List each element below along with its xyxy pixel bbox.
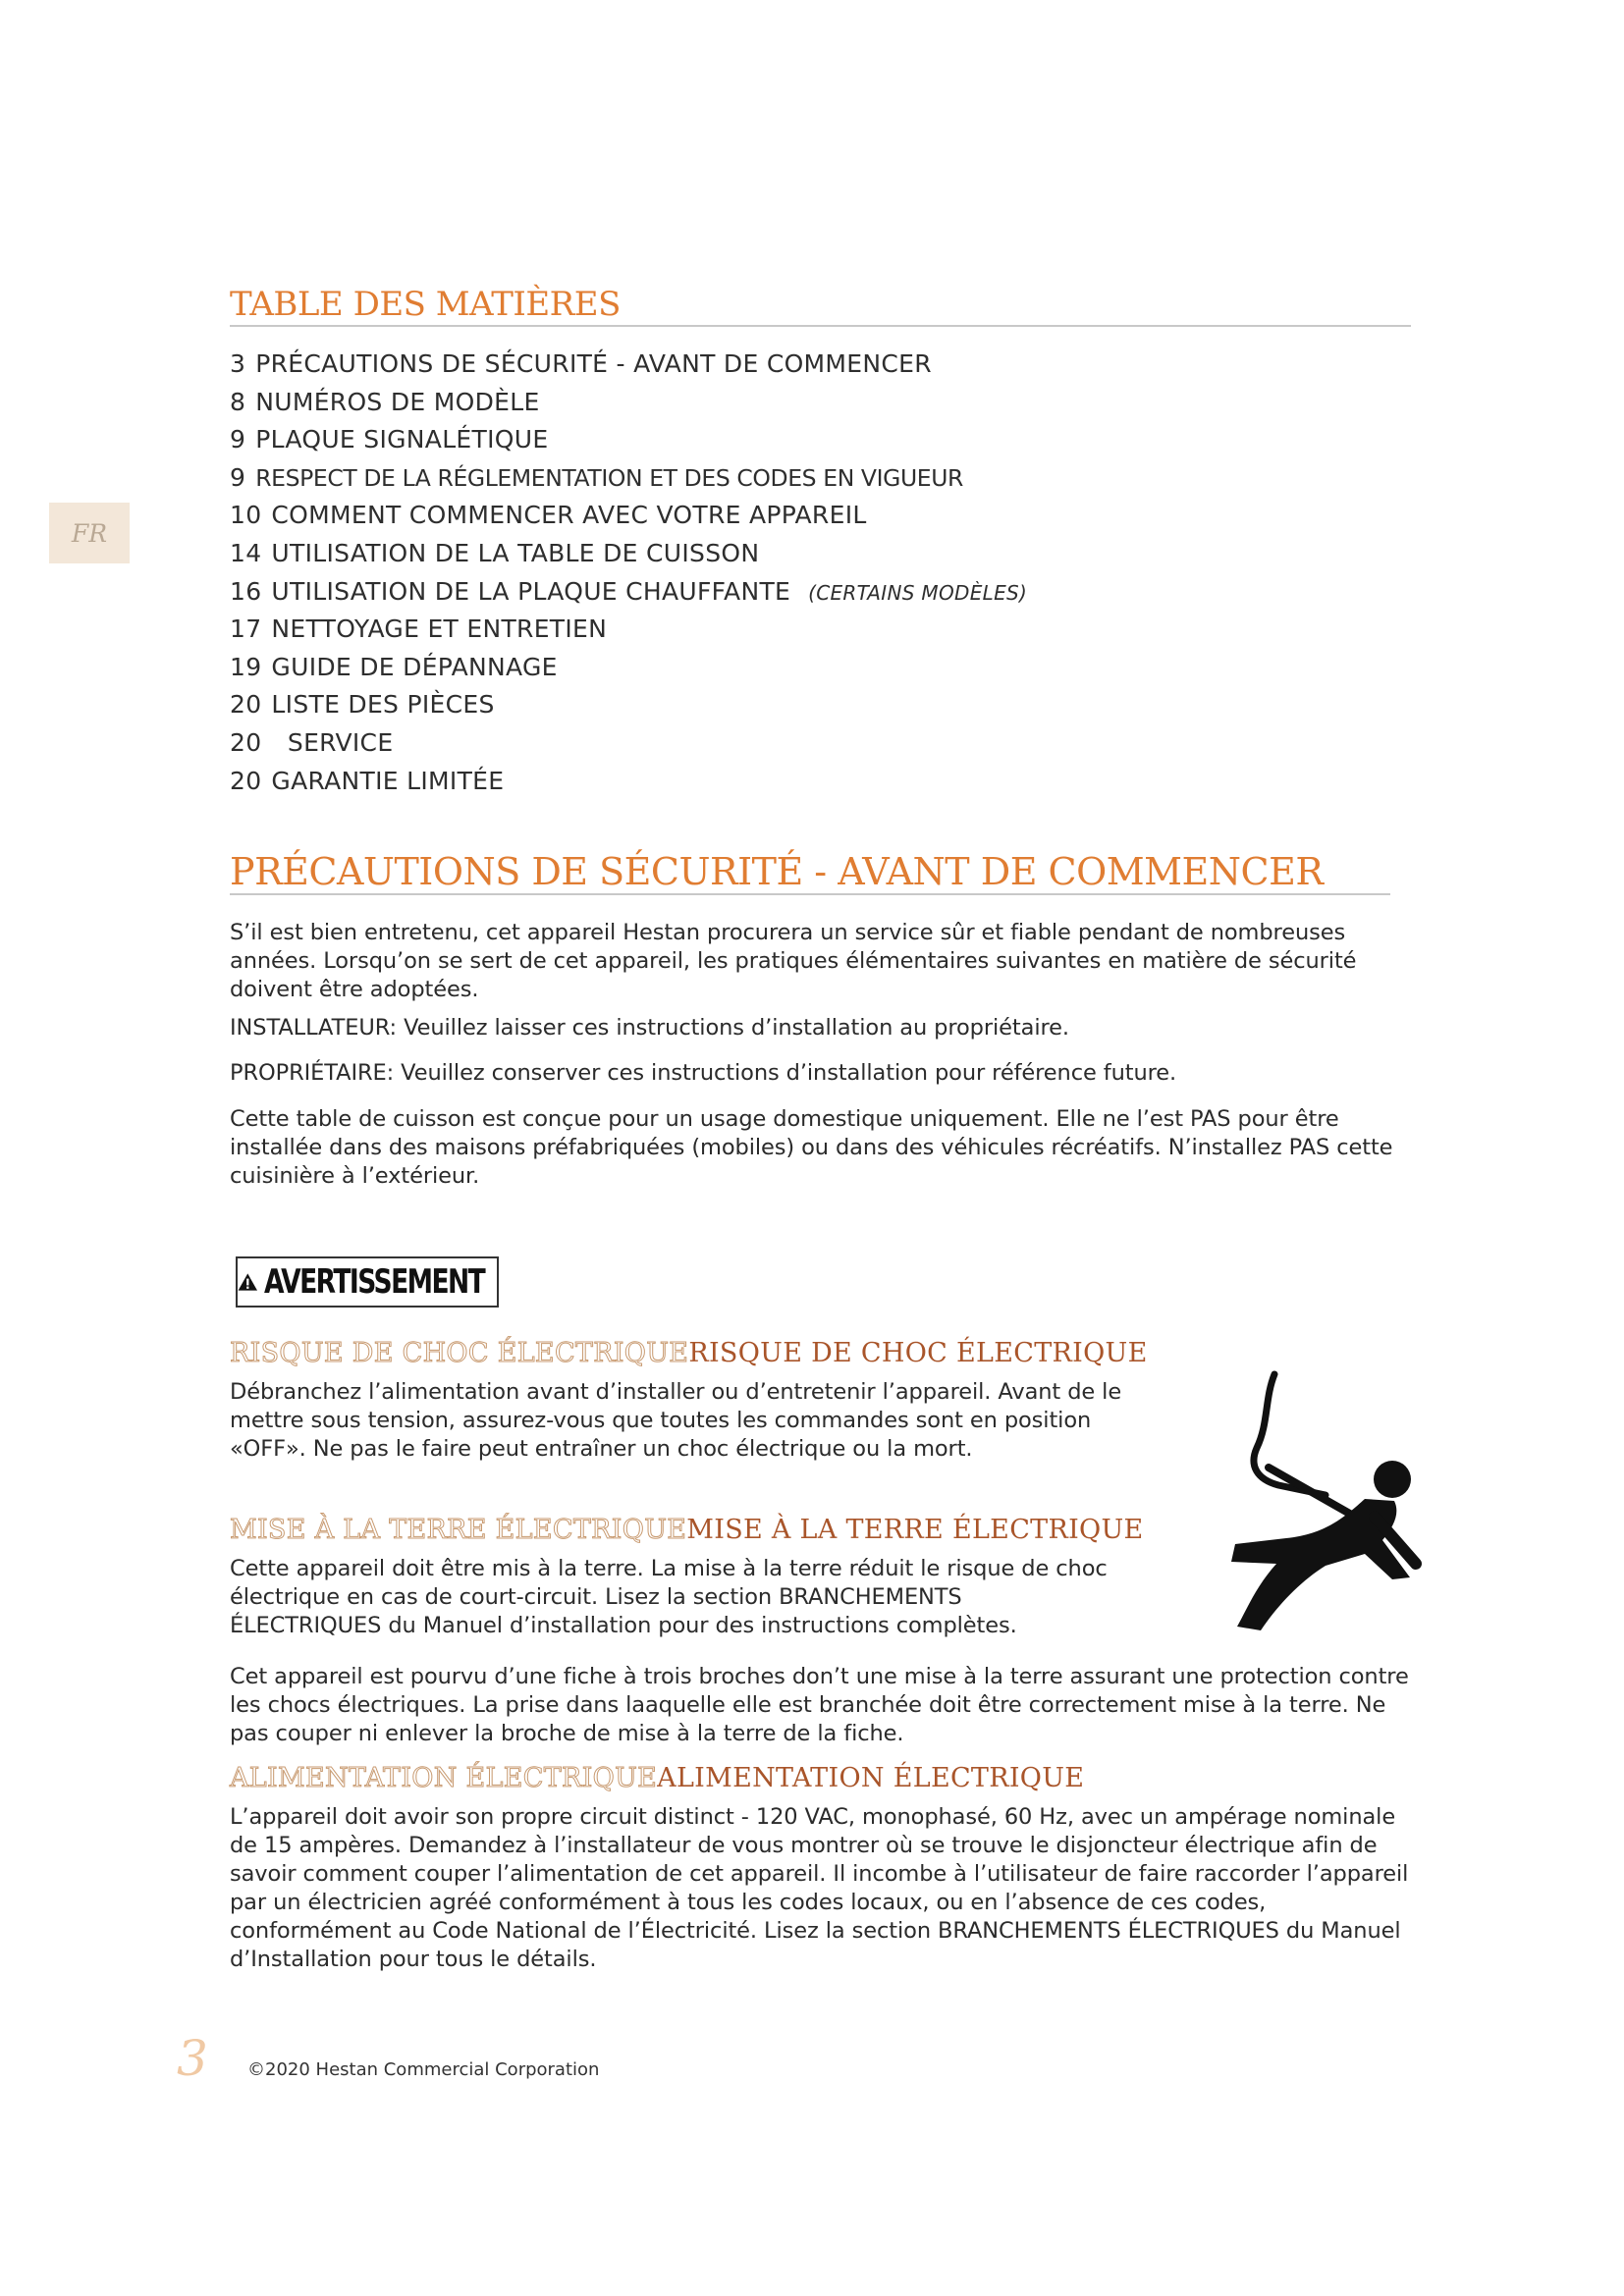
toc-label: NETTOYAGE ET ENTRETIEN — [271, 614, 608, 644]
toc-item — [230, 346, 1027, 384]
toc-page-number: 10 — [230, 501, 262, 530]
toc-page-number: 8 — [230, 387, 246, 416]
toc-label: PLAQUE SIGNALÉTIQUE — [255, 425, 549, 454]
toc-item — [230, 384, 1027, 422]
toc-page-number: 20 — [230, 690, 262, 720]
ground-heading: MISE À LA TERRE ÉLECTRIQUEMISE À LA TERRE ÉLECTRIQUE — [230, 1515, 1144, 1545]
toc-page-number: 19 — [230, 652, 262, 681]
safety-heading: PRÉCAUTIONS DE SÉCURITÉ - AVANT DE COMMENCER — [230, 850, 1324, 893]
toc-page-number: 3 — [230, 349, 246, 378]
toc-item — [230, 573, 1027, 612]
power-heading: ALIMENTATION ÉLECTRIQUEALIMENTATION ÉLECTRIQUE — [230, 1763, 1085, 1793]
toc-page-number: 17 — [230, 614, 262, 644]
owner-note: PROPRIÉTAIRE: Veuillez conserver ces instructions d’installation pour référence future. — [230, 1060, 1177, 1086]
toc-label: SERVICE — [271, 727, 394, 757]
toc-page-number: 16 — [230, 576, 262, 606]
power-body: L’appareil doit avoir son propre circuit distinct - 120 VAC, monophasé, 60 Hz, avec un ampérage nominale de 15 ampères. Demandez à l’installateur de vous montrer où se trouve le disjoncteur électrique afin de savoir comment couper l’alimentation de cet appareil. Il incombe à l’utilisateur de faire raccorder l’appareil par un électricien agréé conformément à tous les codes locaux, ou en l’absence de ces codes, conformément au Code National de l’Électricité. Lisez la section BRANCHEMENTS ÉLECTRIQUES du Manuel d’Installation pour tous le détails. — [230, 1804, 1409, 1972]
warning-text: AVERTISSEMENT — [263, 1262, 484, 1302]
toc-label: RESPECT DE LA RÉGLEMENTATION ET DES CODES EN VIGUEUR — [255, 463, 963, 492]
table-of-contents — [230, 346, 1027, 800]
toc-item — [230, 535, 1027, 573]
toc-heading: TABLE DES MATIÈRES — [230, 285, 621, 324]
toc-label: GUIDE DE DÉPANNAGE — [271, 652, 558, 681]
toc-item — [230, 611, 1027, 649]
toc-note: (CERTAINS MODÈLES) — [808, 580, 1028, 605]
warning-label — [236, 1256, 499, 1308]
toc-page-number: 20 — [230, 766, 262, 795]
toc-divider — [230, 325, 1411, 327]
electric-shock-hazard-icon — [1218, 1369, 1424, 1636]
toc-page-number: 9 — [230, 425, 246, 454]
shock-heading: RISQUE DE CHOC ÉLECTRIQUERISQUE DE CHOC ÉLECTRIQUE — [230, 1338, 1148, 1368]
toc-item — [230, 686, 1027, 724]
page-number: 3 — [177, 2030, 208, 2087]
shock-body: Débranchez l’alimentation avant d’installer ou d’entretenir l’appareil. Avant de le mettre sous tension, assurez-vous que toutes les commandes sont en position «OFF». Ne pas le faire peut entraîner un choc électrique ou la mort. — [230, 1379, 1122, 1462]
toc-item — [230, 421, 1027, 459]
toc-item — [230, 724, 1027, 763]
usage-note: Cette table de cuisson est conçue pour un usage domestique uniquement. Elle ne l’est PAS pour être installée dans des maisons préfabriquées (mobiles) ou dans des véhicules récréatifs. N’installez PAS cette cuisinière à l’extérieur. — [230, 1106, 1393, 1189]
installer-note: INSTALLATEUR: Veuillez laisser ces instructions d’installation au propriétaire. — [230, 1015, 1069, 1041]
copyright: ©2020 Hestan Commercial Corporation — [247, 2059, 600, 2080]
toc-label: COMMENT COMMENCER AVEC VOTRE APPAREIL — [271, 501, 867, 530]
toc-page-number: 20 — [230, 727, 262, 757]
toc-item — [230, 649, 1027, 687]
toc-label: UTILISATION DE LA PLAQUE CHAUFFANTE — [271, 576, 791, 606]
toc-item — [230, 763, 1027, 801]
toc-label: LISTE DES PIÈCES — [271, 690, 495, 720]
language-tab: FR — [49, 503, 130, 563]
toc-label: UTILISATION DE LA TABLE DE CUISSON — [271, 538, 760, 567]
toc-label: GARANTIE LIMITÉE — [271, 766, 505, 795]
toc-page-number: 14 — [230, 538, 262, 567]
safety-divider — [230, 893, 1390, 895]
toc-label: PRÉCAUTIONS DE SÉCURITÉ - AVANT DE COMMENCER — [255, 349, 932, 378]
plug-body: Cet appareil est pourvu d’une fiche à trois broches don’t une mise à la terre assurant une protection contre les chocs électriques. La prise dans laaquelle elle est branchée doit être correctement mise à la terre. Ne pas couper ni enlever la broche de mise à la terre de la fiche. — [230, 1664, 1409, 1746]
toc-item — [230, 497, 1027, 535]
toc-item — [230, 459, 1027, 498]
ground-body: Cette appareil doit être mis à la terre. La mise à la terre réduit le risque de choc électrique en cas de court-circuit. Lisez la section BRANCHEMENTS ÉLECTRIQUES du Manuel d’installation pour des instructions complètes. — [230, 1556, 1108, 1638]
warning-triangle-icon — [238, 1266, 258, 1298]
toc-label: NUMÉROS DE MODÈLE — [255, 387, 540, 416]
toc-page-number: 9 — [230, 462, 246, 492]
safety-intro: S’il est bien entretenu, cet appareil Hestan procurera un service sûr et fiable pendant de nombreuses années. Lorsqu’on se sert de cet appareil, les pratiques élémentaires suivantes en matière de sécurité doivent être adoptées. — [230, 920, 1357, 1002]
